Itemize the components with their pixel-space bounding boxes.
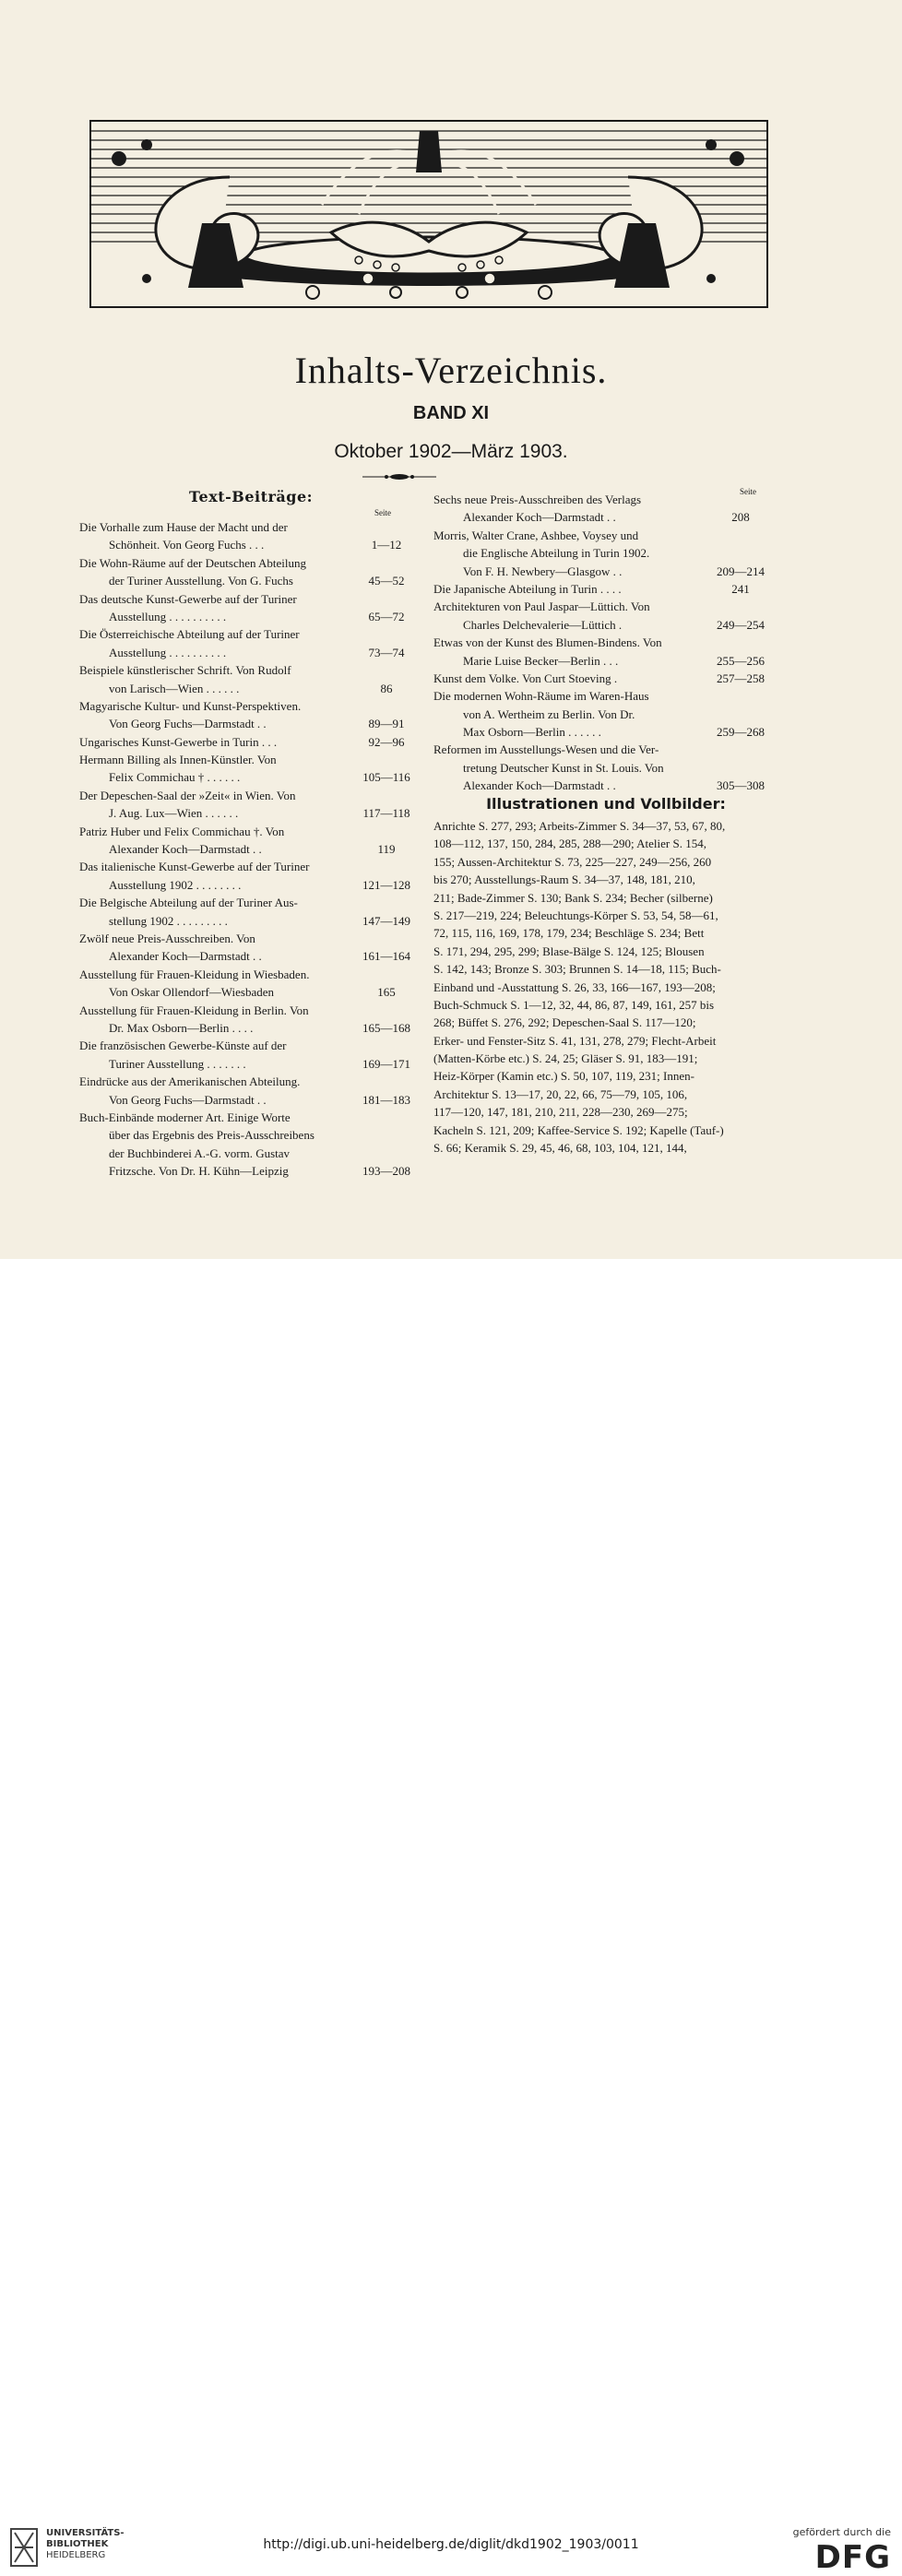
scanned-page	[0, 0, 902, 1259]
toc-entry-line	[79, 787, 422, 804]
toc-entry-line	[433, 759, 777, 777]
entry-text: Die Japanische Abteilung in Turin . . . .	[433, 581, 622, 596]
funded-by-label: gefördert durch die	[792, 2526, 891, 2538]
entry-text: Die Österreichische Abteilung auf der Turiner	[79, 627, 300, 642]
entry-text: Die Wohn-Räume auf der Deutschen Abteilung	[79, 555, 307, 570]
toc-entry-line	[79, 536, 422, 553]
toc-entry-line	[433, 563, 777, 580]
library-line-1: UNIVERSITÄTS-	[46, 2528, 125, 2538]
entry-page: 165	[377, 985, 396, 1000]
toc-entry-line	[79, 697, 422, 715]
entry-text: Von Georg Fuchs—Darmstadt . .	[109, 717, 267, 731]
text-contributions-right	[433, 487, 777, 795]
toc-entry-line	[433, 527, 777, 544]
toc-entry-line	[79, 518, 422, 536]
illustration-index-line: Buch-Schmuck S. 1—12, 32, 44, 86, 87, 149, 161, 257 bis	[433, 997, 715, 1012]
entry-text: Alexander Koch—Darmstadt . .	[463, 510, 616, 525]
entry-page: 255—256	[717, 653, 765, 668]
entry-page: 241	[731, 581, 750, 596]
entry-text: stellung 1902 . . . . . . . . .	[109, 913, 228, 928]
entry-page: 86	[380, 681, 393, 695]
toc-entry-line	[79, 661, 422, 679]
illustration-index-line: S. 171, 294, 295, 299; Blase-Bälge S. 124, 125; Blousen	[433, 944, 705, 958]
entry-text: Von F. H. Newbery—Glasgow . .	[463, 564, 623, 578]
toc-entry-line	[79, 912, 422, 930]
illustration-index-line: Anrichte S. 277, 293; Arbeits-Zimmer S. 34—37, 53, 67, 80,	[433, 819, 726, 833]
entry-text: Morris, Walter Crane, Ashbee, Voysey und	[433, 528, 639, 542]
toc-entry-line	[79, 1073, 422, 1090]
entry-text: Zwölf neue Preis-Ausschreiben. Von	[79, 931, 255, 945]
toc-entry-line	[79, 1037, 422, 1054]
illustration-index-line: bis 270; Ausstellungs-Raum S. 34—37, 148, 181, 210,	[433, 873, 695, 887]
toc-entry-line	[433, 634, 777, 651]
toc-entry-line	[79, 823, 422, 840]
entry-text: Alexander Koch—Darmstadt . .	[463, 778, 616, 793]
entry-page: 105—116	[362, 770, 410, 785]
toc-entry-line	[433, 741, 777, 758]
entry-text: tretung Deutscher Kunst in St. Louis. Von	[463, 760, 664, 775]
toc-entry-line	[79, 983, 422, 1001]
ornamental-banner-icon	[89, 120, 768, 308]
illustration-index-line: S. 142, 143; Bronze S. 303; Brunnen S. 14—18, 115; Buch-	[433, 962, 721, 977]
toc-entry-line	[79, 947, 422, 965]
entry-page: 161—164	[362, 949, 410, 964]
entry-text: die Englische Abteilung in Turin 1902.	[463, 546, 650, 561]
toc-entry-line	[79, 930, 422, 947]
entry-text: von A. Wertheim zu Berlin. Von Dr.	[463, 706, 635, 721]
entry-page: 257—258	[717, 671, 765, 685]
entry-page: 65—72	[368, 609, 405, 623]
entry-text: Ungarisches Kunst-Gewerbe in Turin . . .	[79, 734, 278, 749]
entry-text: Ausstellung für Frauen-Kleidung in Wiesbaden.	[79, 967, 310, 981]
entry-text: von Larisch—Wien . . . . . .	[109, 681, 240, 695]
right-entry-list	[433, 491, 777, 795]
entry-text: Alexander Koch—Darmstadt . .	[109, 842, 262, 857]
entry-text: Von Oskar Ollendorf—Wiesbaden	[109, 985, 275, 1000]
illustration-index-line: 108—112, 137, 150, 284, 285, 288—290; Atelier S. 154,	[433, 837, 706, 851]
entry-page: 147—149	[362, 913, 410, 928]
toc-entry-line	[79, 1055, 422, 1073]
toc-entry-line	[79, 625, 422, 643]
illustration-index-line: Einband und -Ausstattung S. 26, 33, 166—167, 193—208;	[433, 979, 716, 994]
entry-text: Beispiele künstlerischer Schrift. Von Rudolf	[79, 663, 291, 678]
entry-text: Die französischen Gewerbe-Künste auf der	[79, 1039, 287, 1053]
entry-text: Buch-Einbände moderner Art. Einige Worte	[79, 1110, 291, 1124]
library-line-2: BIBLIOTHEK	[46, 2539, 109, 2549]
entry-page: 92—96	[368, 734, 405, 749]
entry-page: 209—214	[717, 564, 765, 578]
toc-entry-line	[433, 598, 777, 615]
entry-text: Eindrücke aus der Amerikanischen Abteilung.	[79, 1074, 301, 1089]
toc-entry-line	[79, 1091, 422, 1109]
library-line-3: HEIDELBERG	[46, 2550, 106, 2560]
illustration-index-line: Erker- und Fenster-Sitz S. 41, 131, 278, 279; Flecht-Arbeit	[433, 1033, 717, 1048]
entry-text: Sechs neue Preis-Ausschreiben des Verlags	[433, 493, 642, 506]
entry-page: 259—268	[717, 725, 765, 740]
toc-entry-line	[433, 544, 777, 562]
toc-entry-line	[79, 554, 422, 572]
illustration-index-line: Architektur S. 13—17, 20, 22, 66, 75—79, 105, 106,	[433, 1086, 688, 1101]
entry-page: 165—168	[362, 1020, 410, 1035]
entry-text: Ausstellung . . . . . . . . . .	[109, 645, 227, 659]
text-contributions-heading: Text-Beiträge:	[188, 488, 314, 505]
entry-text: Magyarische Kultur- und Kunst-Perspektiven.	[79, 698, 302, 713]
text-contributions-left	[79, 487, 422, 1180]
toc-entry-line	[433, 723, 777, 741]
entry-page: 73—74	[368, 645, 405, 659]
entry-page: 117—118	[362, 806, 410, 821]
entry-text: der Turiner Ausstellung. Von G. Fuchs	[109, 574, 293, 588]
toc-entry-line	[433, 616, 777, 634]
toc-entry-line	[79, 1126, 422, 1144]
toc-entry-line	[433, 777, 777, 794]
divider-ornament-icon	[362, 472, 436, 481]
entry-text: über das Ergebnis des Preis-Ausschreibens	[109, 1128, 315, 1143]
toc-entry-line	[79, 768, 422, 786]
entry-text: Schönheit. Von Georg Fuchs . . .	[109, 538, 265, 552]
page-title: Inhalts-Verzeichnis.	[294, 350, 608, 391]
entry-text: Ausstellung . . . . . . . . . .	[109, 609, 227, 623]
toc-entry-line	[433, 580, 777, 598]
toc-entry-line	[79, 715, 422, 732]
toc-entry-line	[79, 572, 422, 589]
entry-page: 119	[377, 842, 396, 857]
toc-entry-line	[79, 590, 422, 608]
entry-page: 181—183	[362, 1092, 410, 1107]
entry-text: Fritzsche. Von Dr. H. Kühn—Leipzig	[109, 1164, 289, 1179]
dfg-logo[interactable]: DFG	[814, 2539, 891, 2576]
entry-text: Ausstellung für Frauen-Kleidung in Berlin. Von	[79, 1003, 309, 1017]
illustration-index-line: Kacheln S. 121, 209; Kaffee-Service S. 192; Kapelle (Tauf-)	[433, 1122, 724, 1137]
entry-text: Die Vorhalle zum Hause der Macht und der	[79, 520, 288, 534]
illustrations-heading: Illustrationen und Vollbilder:	[486, 795, 726, 813]
toc-entry-line	[79, 1019, 422, 1037]
toc-entry-line	[433, 491, 777, 508]
entry-text: Etwas von der Kunst des Blumen-Bindens. Von	[433, 635, 662, 650]
entry-text: Marie Luise Becker—Berlin . . .	[463, 653, 619, 668]
illustration-index-line: (Matten-Körbe etc.) S. 24, 25; Gläser S. 91, 183—191;	[433, 1051, 698, 1066]
illustration-index-line: 211; Bade-Zimmer S. 130; Bank S. 234; Becher (silberne)	[433, 890, 713, 905]
entry-text: Alexander Koch—Darmstadt . .	[109, 949, 262, 964]
entry-text: Patriz Huber und Felix Commichau †. Von	[79, 824, 285, 838]
toc-entry-line	[79, 894, 422, 911]
entry-text: Die modernen Wohn-Räume im Waren-Haus	[433, 689, 649, 704]
entry-text: Architekturen von Paul Jaspar—Lüttich. Von	[433, 599, 650, 614]
illustration-index-line: 155; Aussen-Architektur S. 73, 225—227, 249—256, 260	[433, 854, 712, 869]
entry-text: Reformen im Ausstellungs-Wesen und die Ver-	[433, 742, 659, 757]
toc-entry-line	[79, 733, 422, 751]
illustration-index-line: 72, 115, 116, 169, 178, 179, 234; Beschläge S. 234; Bett	[433, 926, 705, 941]
footer-bar	[0, 1259, 902, 2576]
illustration-index-line: 117—120, 147, 181, 210, 211, 228—230, 269—275;	[433, 1105, 688, 1120]
entry-text: Felix Commichau † . . . . . .	[109, 770, 241, 785]
entry-text: Max Osborn—Berlin . . . . . .	[463, 725, 601, 740]
entry-page: 121—128	[362, 877, 410, 892]
toc-entry-line	[79, 840, 422, 858]
toc-entry-line	[79, 644, 422, 661]
entry-page: 45—52	[368, 574, 405, 588]
entry-page: 249—254	[717, 617, 765, 632]
entry-text: Turiner Ausstellung . . . . . . .	[109, 1056, 246, 1071]
toc-entry-line	[79, 1145, 422, 1162]
entry-text: Hermann Billing als Innen-Künstler. Von	[79, 753, 277, 767]
entry-text: Das italienische Kunst-Gewerbe auf der Turiner	[79, 860, 310, 874]
toc-entry-line	[79, 751, 422, 768]
seite-label-left: Seite	[374, 508, 391, 517]
toc-entry-line	[433, 670, 777, 687]
entry-page: 193—208	[362, 1164, 410, 1179]
entry-page: 1—12	[371, 538, 402, 552]
toc-entry-line	[79, 1109, 422, 1126]
entry-page: 169—171	[362, 1056, 410, 1071]
toc-entry-line	[79, 680, 422, 697]
toc-entry-line	[433, 508, 777, 526]
period-label: Oktober 1902—März 1903.	[334, 441, 568, 462]
entry-text: der Buchbinderei A.-G. vorm. Gustav	[109, 1146, 291, 1160]
toc-entry-line	[79, 966, 422, 983]
entry-text: Die Belgische Abteilung auf der Turiner Aus-	[79, 896, 298, 910]
entry-text: Das deutsche Kunst-Gewerbe auf der Turiner	[79, 591, 297, 606]
entry-text: Ausstellung 1902 . . . . . . . .	[109, 877, 242, 892]
entry-page: 208	[731, 510, 750, 525]
toc-entry-line	[79, 1002, 422, 1019]
source-url-link[interactable]: http://digi.ub.uni-heidelberg.de/diglit/dkd1902_1903/0011	[263, 2537, 639, 2552]
seite-label-right: Seite	[740, 487, 756, 496]
entry-text: Von Georg Fuchs—Darmstadt . .	[109, 1092, 267, 1107]
entry-text: Dr. Max Osborn—Berlin . . . .	[109, 1020, 254, 1035]
toc-entry-line	[79, 876, 422, 894]
illustration-index-line: Heiz-Körper (Kamin etc.) S. 50, 107, 119, 231; Innen-	[433, 1069, 694, 1084]
toc-entry-line	[79, 608, 422, 625]
illustration-index-line: S. 66; Keramik S. 29, 45, 46, 68, 103, 104, 121, 144,	[433, 1141, 687, 1156]
volume-label: BAND XI	[412, 403, 490, 423]
entry-text: Kunst dem Volke. Von Curt Stoeving .	[433, 671, 618, 685]
toc-entry-line	[433, 652, 777, 670]
toc-entry-line	[79, 804, 422, 822]
toc-entry-line	[79, 1162, 422, 1180]
illustration-index-line: S. 217—219, 224; Beleuchtungs-Körper S. 53, 54, 58—61,	[433, 908, 718, 922]
entry-text: Der Depeschen-Saal der »Zeit« in Wien. Von	[79, 788, 296, 802]
entry-text: J. Aug. Lux—Wien . . . . . .	[109, 806, 239, 821]
left-entry-list	[79, 518, 422, 1180]
toc-entry-line	[79, 858, 422, 875]
entry-page: 89—91	[368, 717, 405, 731]
illustrations-list	[433, 817, 778, 1157]
entry-text: Charles Delchevalerie—Lüttich .	[463, 617, 623, 632]
illustration-index-line: 268; Büffet S. 276, 292; Depeschen-Saal S. 117—120;	[433, 1015, 696, 1030]
toc-entry-line	[433, 687, 777, 705]
toc-entry-line	[433, 706, 777, 723]
entry-page: 305—308	[717, 778, 765, 793]
